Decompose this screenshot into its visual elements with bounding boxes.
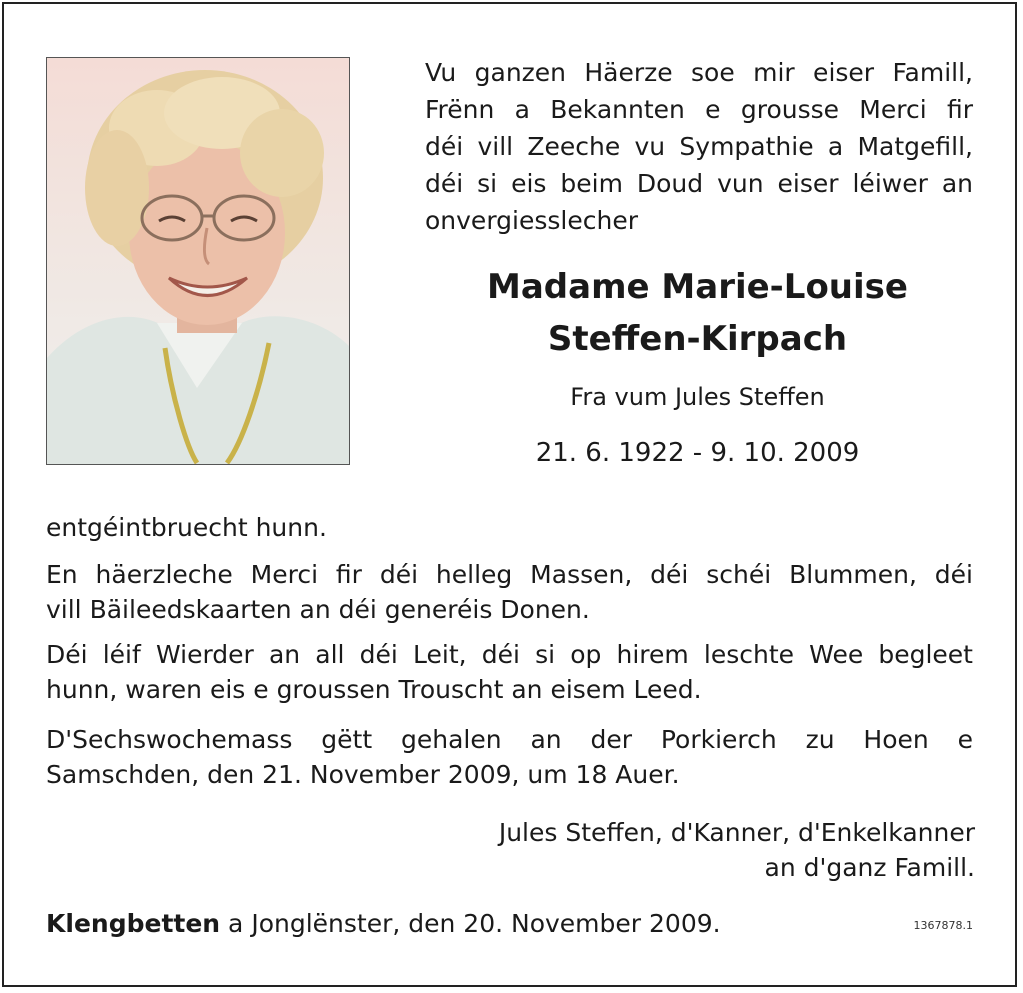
- intro-line: Vu ganzen Häerze soe mir eiser Famill,: [425, 58, 973, 87]
- place-date-line: [46, 909, 721, 938]
- deceased-name-line-2: Steffen-Kirpach: [547, 319, 848, 359]
- paragraph-line: Déi léif Wierder an all déi Leit, déi si op hirem leschte Wee begleet: [46, 640, 973, 669]
- comfort-paragraph: [46, 637, 973, 707]
- intro-line: déi si eis beim Doud vun eiser léiwer an: [425, 169, 973, 198]
- intro-text: [425, 54, 973, 239]
- signature-block: [499, 815, 975, 885]
- signature-line: an d'ganz Famill.: [764, 853, 975, 882]
- place-date-rest: a Jonglënster, den 20. November 2009.: [220, 909, 721, 938]
- mass-paragraph: [46, 722, 973, 792]
- portrait-illustration: [47, 58, 350, 465]
- reference-code: 1367878.1: [913, 919, 973, 932]
- intro-line: déi vill Zeeche vu Sympathie a Matgefill,: [425, 132, 973, 161]
- paragraph-line: D'Sechswochemass gëtt gehalen an der Porkierch zu Hoen e: [46, 725, 973, 754]
- paragraph-line: Samschden, den 21. November 2009, um 18 Auer.: [46, 760, 680, 789]
- place-name: Klengbetten: [46, 909, 221, 938]
- spouse-line: Fra vum Jules Steffen: [570, 383, 825, 411]
- deceased-name-line-1: Madame Marie-Louise: [487, 267, 908, 307]
- life-dates: 21. 6. 1922 - 9. 10. 2009: [535, 438, 860, 468]
- continuation-line: entgéintbruecht hunn.: [46, 513, 327, 542]
- paragraph-line: En häerzleche Merci fir déi helleg Massen, déi schéi Blummen, déi: [46, 560, 973, 589]
- intro-line: Frënn a Bekannten e grousse Merci fir: [425, 95, 973, 124]
- intro-line: onvergiesslecher: [425, 206, 638, 235]
- portrait-photo: [46, 57, 350, 465]
- paragraph-line: vill Bäileedskaarten an déi generéis Donen.: [46, 595, 590, 624]
- thanks-paragraph: [46, 557, 973, 627]
- signature-line: Jules Steffen, d'Kanner, d'Enkelkanner: [498, 818, 975, 847]
- paragraph-line: hunn, waren eis e groussen Trouscht an eisem Leed.: [46, 675, 702, 704]
